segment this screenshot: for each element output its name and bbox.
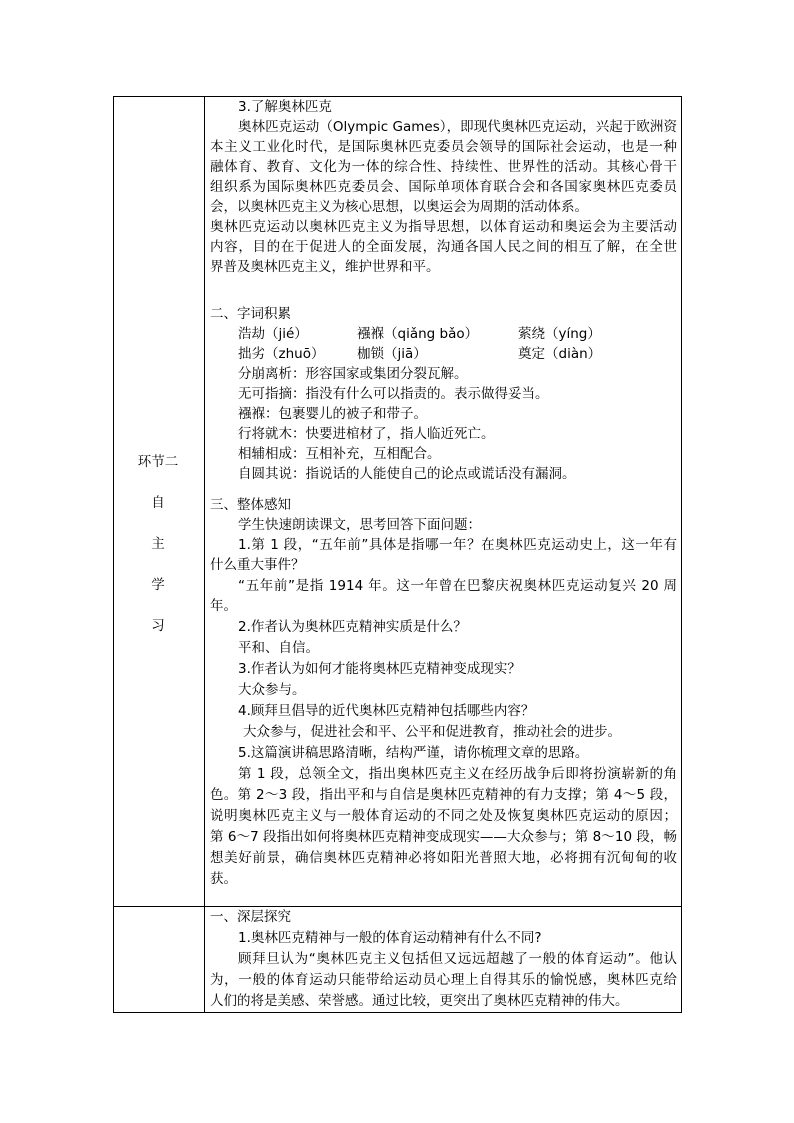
table-bottom-border	[113, 1012, 682, 1013]
definition-item: 相辅相成：互相补充，互相配合。	[238, 446, 441, 462]
answer-5-line: 第 1 段，总领全文，指出奥林匹克主义在经历战争后即将扮演崭新的角	[238, 766, 677, 782]
section-char: 自	[151, 495, 165, 511]
section-char: 习	[151, 618, 165, 634]
definition-item: 襁褓：包裹婴儿的被子和带子。	[238, 406, 427, 422]
pinyin-item: 枷锁（jiā）	[357, 346, 427, 362]
deep-answer-1-line: 为，一般的体育运动只能带给运动员心理上自得其乐的愉悦感，奥林匹克给	[210, 972, 677, 988]
olympic-para2-line: 内容，目的在于促进人的全面发展，沟通各国人民之间的相互了解，在全世	[210, 239, 677, 255]
deep-inquiry-heading: 一、深层探究	[210, 909, 291, 925]
section-char: 主	[151, 536, 165, 552]
deep-question-1: 1.奥林匹克精神与一般的体育运动精神有什么不同?	[238, 930, 542, 946]
olympic-para1-line: 会，以奥林匹克主义为核心思想，以奥运会为周期的活动体系。	[210, 199, 588, 215]
question-2: 2.作者认为奥林匹克精神实质是什么？	[238, 619, 467, 635]
question-3: 3.作者认为如何才能将奥林匹克精神变成现实？	[238, 661, 521, 677]
pinyin-item: 拙劣（zhuō）	[238, 346, 325, 362]
table-left-border	[113, 96, 114, 1013]
overall-heading: 三、整体感知	[210, 497, 291, 513]
answer-4: 大众参与，促进社会和平、公平和促进教育，推动社会的进步。	[243, 724, 621, 740]
answer-2: 平和、自信。	[238, 640, 319, 656]
definition-item: 行将就木：快要进棺材了，指人临近死亡。	[238, 426, 495, 442]
deep-answer-1-line: 人们的将是美感、荣誉感。通过比较，更突出了奥林匹克精神的伟大。	[210, 993, 629, 1009]
question-1-line: 1.第 1 段，“五年前”具体是指哪一年？在奥林匹克运动史上，这一年有	[238, 537, 677, 553]
section-char: 学	[151, 577, 165, 593]
olympic-para1-line: 融体育、教育、文化为一体的综合性、持续性、世界性的活动。其核心骨干	[210, 159, 677, 175]
olympic-para2-line: 奥林匹克运动以奥林匹克主义为指导思想，以体育运动和奥运会为主要活动	[210, 219, 677, 235]
deep-answer-1-line: 顾拜旦认为“奥林匹克主义包括但又远远超越了一般的体育运动”。他认	[238, 951, 677, 967]
question-5: 5.这篇演讲稿思路清晰，结构严谨，请你梳理文章的思路。	[238, 745, 589, 761]
olympic-heading: 3.了解奥林匹克	[238, 99, 332, 115]
question-4: 4.顾拜旦倡导的近代奥林匹克精神包括哪些内容？	[238, 703, 535, 719]
table-column-divider	[204, 96, 205, 1013]
vocab-heading: 二、字词积累	[210, 306, 291, 322]
definition-item: 分崩离析：形容国家或集团分裂瓦解。	[238, 366, 468, 382]
section-title: 环节二	[137, 454, 179, 470]
pinyin-item: 萦绕（yíng）	[518, 326, 601, 342]
overall-intro: 学生快速朗读课文，思考回答下面问题：	[238, 517, 481, 533]
olympic-para1-line: 奥林匹克运动（Olympic Games），即现代奥林匹克运动，兴起于欧洲资	[238, 119, 677, 135]
answer-5-line: 说明奥林匹克主义与一般体育运动的不同之处及恢复奥林匹克运动的原因；	[210, 808, 677, 824]
olympic-para2-line: 界普及奥林匹克主义，维护世界和平。	[210, 259, 440, 275]
answer-1-line: “五年前”是指 1914 年。这一年曾在巴黎庆祝奥林匹克运动复兴 20 周	[238, 578, 677, 594]
table-right-border	[681, 96, 682, 1013]
answer-5-line: 获。	[210, 871, 237, 887]
olympic-para1-line: 本主义工业化时代，是国际奥林匹克委员会领导的国际社会运动，也是一种	[210, 139, 677, 155]
answer-5-line: 想美好前景，确信奥林匹克精神必将如阳光普照大地，必将拥有沉甸甸的收	[210, 850, 677, 866]
answer-5-line: 第 6～7 段指出如何将奥林匹克精神变成现实——大众参与；第 8～10 段，畅	[210, 829, 677, 845]
definition-item: 无可指摘：指没有什么可以指责的。表示做得妥当。	[238, 386, 549, 402]
pinyin-item: 襁褓（qiǎng bǎo）	[357, 326, 479, 342]
answer-1-line: 年。	[210, 598, 237, 614]
answer-5-line: 色。第 2～3 段，指出平和与自信是奥林匹克精神的有力支撑；第 4～5 段，	[210, 787, 677, 803]
table-top-border	[113, 96, 682, 97]
answer-3: 大众参与。	[238, 682, 306, 698]
pinyin-item: 奠定（diàn）	[518, 346, 602, 362]
table-row-divider	[113, 906, 682, 907]
question-1-line: 什么重大事件？	[210, 557, 305, 573]
pinyin-item: 浩劫（jié）	[238, 326, 308, 342]
definition-item: 自圆其说：指说话的人能使自己的论点或谎话没有漏洞。	[238, 466, 576, 482]
olympic-para1-line: 组织系为国际奥林匹克委员会、国际单项体育联合会和各国家奥林匹克委员	[210, 179, 677, 195]
